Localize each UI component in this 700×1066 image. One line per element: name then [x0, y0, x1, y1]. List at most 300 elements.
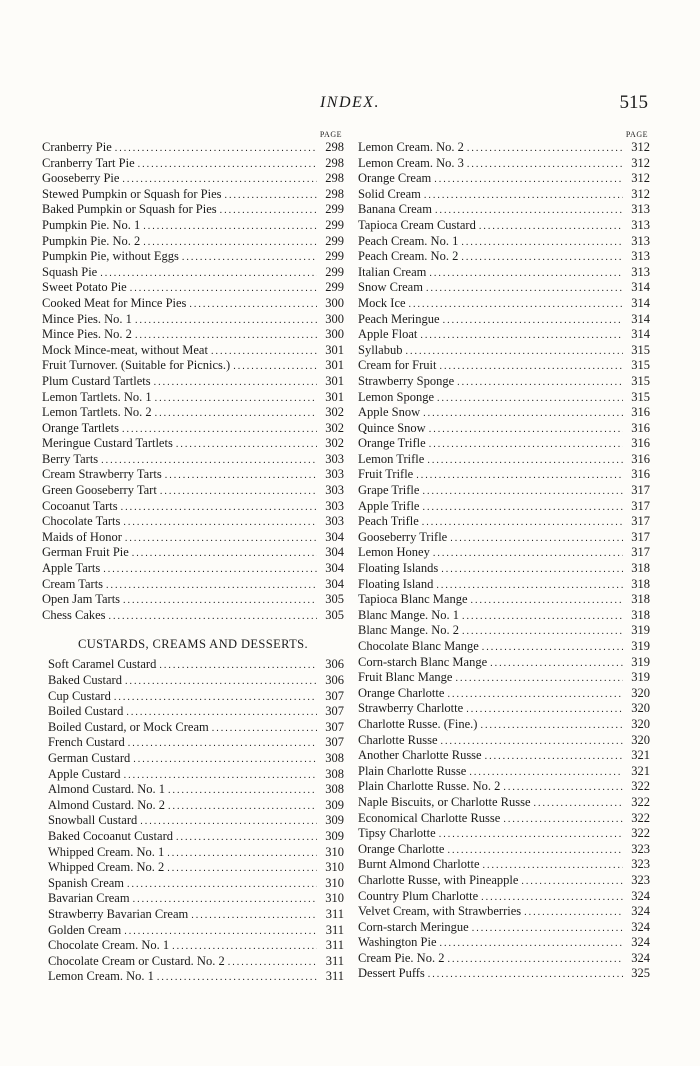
entry-title: Sweet Potato Pie	[42, 280, 127, 295]
section-heading: CUSTARDS, CREAMS AND DESSERTS.	[77, 637, 309, 652]
dot-leader	[125, 531, 317, 547]
entry-title: Apple Trifle	[358, 498, 420, 513]
entry-page: 324	[631, 919, 650, 934]
dot-leader	[140, 814, 317, 830]
dot-leader	[126, 705, 317, 721]
index-entry	[42, 657, 344, 673]
entry-page: 302	[325, 405, 344, 420]
index-entry	[42, 767, 344, 783]
index-entry	[358, 234, 650, 250]
dot-leader	[115, 141, 317, 157]
index-entry	[358, 889, 650, 905]
entry-page: 299	[325, 249, 344, 264]
dot-leader	[428, 967, 623, 983]
index-entry	[358, 358, 650, 374]
dot-leader	[121, 500, 317, 516]
index-entry	[358, 452, 650, 468]
index-entry	[42, 907, 344, 923]
dot-leader	[455, 671, 623, 687]
dot-leader	[462, 624, 623, 640]
dot-leader	[172, 939, 317, 955]
dot-leader	[426, 281, 623, 297]
entry-title: Grape Trifle	[358, 483, 420, 498]
dot-leader	[480, 718, 623, 734]
dot-leader	[167, 861, 317, 877]
entry-title: Blanc Mange. No. 1	[358, 607, 460, 622]
entry-page: 314	[631, 295, 650, 310]
entry-page: 320	[631, 716, 650, 731]
entry-title: Gooseberry Trifle	[358, 529, 448, 544]
entry-page: 314	[631, 311, 650, 326]
index-entry	[358, 218, 650, 234]
entry-title: German Custard	[48, 750, 131, 765]
dot-leader	[461, 235, 623, 251]
dot-leader	[424, 188, 623, 204]
index-entry	[358, 296, 650, 312]
entry-page: 320	[631, 685, 650, 700]
dot-leader	[439, 359, 623, 375]
entry-page: 308	[325, 750, 344, 765]
dot-leader	[429, 437, 623, 453]
dot-leader	[155, 406, 317, 422]
dot-leader	[124, 924, 317, 940]
dot-leader	[191, 908, 317, 924]
dot-leader	[461, 250, 623, 266]
index-entry	[42, 782, 344, 798]
entry-title: Snowball Custard	[48, 813, 138, 828]
entry-title: Lemon Cream. No. 3	[358, 155, 464, 170]
dot-leader	[485, 749, 623, 765]
index-entry	[42, 140, 344, 156]
entry-page: 311	[325, 906, 344, 921]
entry-page: 304	[325, 576, 344, 591]
dot-leader	[435, 203, 623, 219]
entry-page: 311	[325, 922, 344, 937]
dot-leader	[420, 328, 623, 344]
entry-page: 303	[325, 498, 344, 513]
dot-leader	[133, 892, 317, 908]
entry-title: Golden Cream	[48, 922, 122, 937]
dot-leader	[405, 344, 623, 360]
entry-title: Whipped Cream. No. 2	[48, 860, 165, 875]
entry-title: Orange Cream	[358, 171, 432, 186]
index-entry	[358, 842, 650, 858]
dot-leader	[490, 656, 623, 672]
entry-title: Strawberry Bavarian Cream	[48, 906, 189, 921]
entry-title: Baked Custard	[48, 673, 122, 687]
index-entry	[358, 280, 650, 296]
dot-leader	[467, 157, 623, 173]
entry-title: Green Gooseberry Tart	[42, 483, 157, 498]
entry-title: Orange Charlotte	[358, 841, 445, 856]
dot-leader	[154, 375, 317, 391]
entry-title: Plum Custard Tartlets	[42, 373, 151, 388]
dot-leader	[467, 141, 623, 157]
dot-leader	[479, 219, 623, 235]
dot-leader	[469, 765, 623, 781]
entry-title: Chess Cakes	[42, 607, 106, 622]
entry-page: 304	[325, 529, 344, 544]
dot-leader	[138, 157, 317, 173]
index-entry	[358, 514, 650, 530]
index-entry	[358, 374, 650, 390]
entry-page: 319	[631, 623, 650, 638]
entry-page: 304	[325, 561, 344, 576]
index-entry	[358, 561, 650, 577]
entry-page: 303	[325, 467, 344, 482]
entry-page: 321	[631, 763, 650, 778]
index-entry	[42, 187, 344, 203]
entry-page: 299	[325, 264, 344, 279]
dot-leader	[211, 344, 317, 360]
entry-page: 301	[325, 358, 344, 373]
entry-title: Chocolate Cream. No. 1	[48, 938, 170, 953]
dot-leader	[481, 890, 623, 906]
dot-leader	[165, 468, 317, 484]
entry-page: 303	[325, 483, 344, 498]
entry-page: 315	[631, 342, 650, 357]
index-entry	[358, 577, 650, 593]
entry-page: 302	[325, 436, 344, 451]
entry-title: Another Charlotte Russe	[358, 748, 482, 763]
index-entry	[42, 938, 344, 954]
entry-title: Tapioca Cream Custard	[358, 217, 476, 232]
entry-page: 308	[325, 766, 344, 781]
index-entry	[358, 140, 650, 156]
dot-leader	[457, 375, 623, 391]
index-entry	[42, 467, 344, 483]
entry-title: Apple Snow	[358, 405, 421, 420]
entry-page: 318	[631, 592, 650, 607]
entry-title: Floating Island	[358, 576, 434, 591]
dot-leader	[441, 734, 623, 750]
entry-title: Cream Strawberry Tarts	[42, 467, 162, 482]
entry-title: Cream Tarts	[42, 576, 104, 591]
dot-leader	[447, 952, 623, 968]
running-header-title: INDEX.	[319, 94, 381, 111]
entry-page: 302	[325, 420, 344, 435]
entry-title: Mock Ice	[358, 295, 406, 310]
entry-page: 305	[325, 592, 344, 607]
entry-page: 307	[325, 719, 344, 734]
dot-leader	[143, 219, 317, 235]
entry-page: 313	[631, 264, 650, 279]
index-entry	[358, 920, 650, 936]
index-entry	[358, 904, 650, 920]
dot-leader	[422, 500, 623, 516]
entry-page: 299	[325, 280, 344, 295]
index-entry	[358, 935, 650, 951]
index-entry	[42, 202, 344, 218]
entry-page: 310	[325, 844, 344, 859]
entry-page: 307	[325, 704, 344, 719]
entry-title: Meringue Custard Tartlets	[42, 436, 173, 451]
entry-page: 317	[631, 545, 650, 560]
dot-leader	[447, 687, 623, 703]
index-entry	[358, 701, 650, 717]
entry-page: 312	[631, 186, 650, 201]
dot-leader	[450, 531, 623, 547]
entry-page: 299	[325, 233, 344, 248]
entry-page: 320	[631, 701, 650, 716]
index-entry	[358, 499, 650, 515]
index-entry	[358, 686, 650, 702]
dot-leader	[212, 721, 317, 737]
entry-page: 324	[631, 904, 650, 919]
index-entry	[358, 764, 650, 780]
index-entry	[42, 327, 344, 343]
entry-page: 313	[631, 217, 650, 232]
entry-title: Lemon Trifle	[358, 451, 425, 466]
entry-title: Lemon Tartlets. No. 2	[42, 405, 152, 420]
entry-page: 309	[325, 828, 344, 843]
entry-page: 318	[631, 561, 650, 576]
dot-leader	[433, 546, 623, 562]
dot-leader	[106, 578, 317, 594]
entry-page: 320	[631, 732, 650, 747]
dot-leader	[233, 359, 317, 375]
dot-leader	[429, 266, 623, 282]
entry-title: Apple Tarts	[42, 561, 101, 576]
entry-title: Pumpkin Pie. No. 1	[42, 217, 141, 232]
index-entry	[358, 966, 650, 982]
entry-title: Economical Charlotte Russe	[358, 810, 501, 825]
index-entry	[358, 483, 650, 499]
index-entry	[42, 171, 344, 187]
dot-leader	[176, 437, 317, 453]
entry-page: 300	[325, 295, 344, 310]
entry-page: 309	[325, 797, 344, 812]
entry-title: Plain Charlotte Russe	[358, 763, 467, 778]
index-entry	[358, 670, 650, 686]
index-entry	[42, 514, 344, 530]
dot-leader	[483, 858, 623, 874]
entry-page: 298	[325, 155, 344, 170]
entry-title: Orange Tartlets	[42, 420, 119, 435]
dot-leader	[135, 328, 317, 344]
dot-leader	[466, 702, 623, 718]
entry-title: Corn-starch Meringue	[358, 919, 469, 934]
index-entry	[42, 954, 344, 970]
index-entry	[42, 343, 344, 359]
entry-title: Cream Pie. No. 2	[358, 950, 445, 965]
dot-leader	[132, 546, 317, 562]
entry-title: Whipped Cream. No. 1	[48, 844, 165, 859]
dot-leader	[114, 690, 317, 706]
index-entry	[42, 561, 344, 577]
dot-leader	[436, 578, 623, 594]
entry-page: 301	[325, 342, 344, 357]
dot-leader	[471, 593, 624, 609]
dot-leader	[534, 796, 623, 812]
index-entry	[42, 280, 344, 296]
dot-leader	[441, 562, 623, 578]
index-entry	[358, 405, 650, 421]
dot-leader	[101, 453, 317, 469]
entry-title: Apple Custard	[48, 766, 121, 781]
dot-leader	[409, 297, 623, 313]
entry-page: 315	[631, 389, 650, 404]
entry-title: Tapioca Blanc Mange	[358, 592, 468, 607]
entry-page: 301	[325, 373, 344, 388]
index-entry	[358, 655, 650, 671]
entry-title: Fruit Blanc Mange	[358, 670, 453, 685]
index-entry	[358, 795, 650, 811]
entry-title: Mince Pies. No. 2	[42, 327, 132, 342]
entry-page: 322	[631, 794, 650, 809]
entry-page: 312	[631, 155, 650, 170]
index-entry	[42, 891, 344, 907]
entry-title: Fruit Trifle	[358, 467, 414, 482]
entry-page: 312	[631, 140, 650, 154]
dot-leader	[447, 843, 623, 859]
entry-page: 299	[325, 217, 344, 232]
index-entry	[42, 545, 344, 561]
dot-leader	[176, 830, 317, 846]
entry-page: 298	[325, 140, 344, 154]
index-entry	[358, 811, 650, 827]
index-entry	[42, 312, 344, 328]
dot-leader	[482, 640, 623, 656]
index-entry	[358, 265, 650, 281]
index-entry	[358, 249, 650, 265]
dot-leader	[439, 827, 623, 843]
dot-leader	[130, 281, 317, 297]
entry-page: 310	[325, 875, 344, 890]
entry-page: 317	[631, 529, 650, 544]
entry-page: 315	[631, 358, 650, 373]
index-entry	[42, 608, 344, 624]
entry-page: 307	[325, 735, 344, 750]
dot-leader	[103, 562, 317, 578]
index-entry	[42, 845, 344, 861]
entry-page: 314	[631, 327, 650, 342]
index-entry	[42, 673, 344, 689]
index-entry	[358, 187, 650, 203]
index-entry	[42, 296, 344, 312]
dot-leader	[503, 812, 623, 828]
index-entry-list	[358, 140, 650, 982]
index-entry	[42, 218, 344, 234]
index-entry	[42, 689, 344, 705]
index-entry	[358, 467, 650, 483]
index-entry	[42, 720, 344, 736]
entry-title: Bavarian Cream	[48, 891, 130, 906]
index-entry	[358, 873, 650, 889]
entry-title: Charlotte Russe. (Fine.)	[358, 716, 478, 731]
dot-leader	[422, 484, 623, 500]
entry-page: 324	[631, 950, 650, 965]
entry-title: Baked Pumpkin or Squash for Pies	[42, 202, 217, 217]
entry-page: 319	[631, 670, 650, 685]
entry-page: 316	[631, 451, 650, 466]
entry-title: Open Jam Tarts	[42, 592, 121, 607]
entry-title: Cranberry Pie	[42, 140, 112, 154]
index-entry	[358, 857, 650, 873]
entry-page: 310	[325, 891, 344, 906]
entry-page: 317	[631, 498, 650, 513]
index-entry	[42, 405, 344, 421]
index-entry	[42, 923, 344, 939]
index-entry	[42, 265, 344, 281]
entry-title: Squash Pie	[42, 264, 98, 279]
entry-title: Italian Cream	[358, 264, 427, 279]
index-entry	[358, 436, 650, 452]
entry-page: 321	[631, 748, 650, 763]
dot-leader	[434, 172, 623, 188]
entry-page: 324	[631, 935, 650, 950]
dot-leader	[124, 768, 317, 784]
index-entry	[42, 390, 344, 406]
index-entry	[42, 358, 344, 374]
page-number: 515	[619, 92, 648, 113]
entry-title: Washington Pie	[358, 935, 437, 950]
dot-leader	[109, 609, 317, 625]
entry-page: 310	[325, 860, 344, 875]
dot-leader	[168, 783, 317, 799]
index-entry	[358, 327, 650, 343]
entry-page: 319	[631, 654, 650, 669]
entry-title: Chocolate Blanc Mange	[358, 639, 479, 653]
page-column-label: PAGE	[319, 130, 342, 139]
index-entry	[358, 592, 650, 608]
index-entry	[42, 374, 344, 390]
entry-page: 309	[325, 813, 344, 828]
dot-leader	[462, 609, 623, 625]
entry-title: Peach Trifle	[358, 514, 419, 529]
dot-leader	[168, 799, 317, 815]
entry-title: Lemon Sponge	[358, 389, 435, 404]
entry-title: Maids of Honor	[42, 529, 122, 544]
dot-leader	[122, 422, 317, 438]
dot-leader	[220, 203, 317, 219]
entry-page: 317	[631, 514, 650, 529]
entry-title: Boiled Custard	[48, 704, 124, 719]
entry-page: 314	[631, 280, 650, 295]
entry-title: Mince Pies. No. 1	[42, 311, 132, 326]
entry-page: 308	[325, 782, 344, 797]
entry-title: Cocoanut Tarts	[42, 498, 118, 513]
dot-leader	[228, 955, 317, 971]
entry-page: 306	[325, 673, 344, 687]
entry-title: Fruit Turnover. (Suitable for Picnics.)	[42, 358, 231, 373]
entry-title: Pumpkin Pie, without Eggs	[42, 249, 179, 264]
entry-title: Mock Mince-meat, without Meat	[42, 342, 208, 357]
index-entry	[42, 704, 344, 720]
index-entry	[358, 951, 650, 967]
entry-page: 323	[631, 872, 650, 887]
entry-page: 317	[631, 483, 650, 498]
entry-page: 318	[631, 607, 650, 622]
dot-leader	[128, 736, 317, 752]
entry-page: 311	[325, 969, 344, 984]
index-entry	[42, 499, 344, 515]
index-entry	[42, 421, 344, 437]
index-entry	[42, 876, 344, 892]
index-entry	[358, 530, 650, 546]
entry-title: Peach Cream. No. 2	[358, 249, 459, 264]
entry-title: Cooked Meat for Mince Pies	[42, 295, 187, 310]
entry-title: Lemon Tartlets. No. 1	[42, 389, 152, 404]
entry-page: 324	[631, 888, 650, 903]
dot-leader	[135, 313, 317, 329]
entry-title: Peach Meringue	[358, 311, 440, 326]
entry-title: Peach Cream. No. 1	[358, 233, 459, 248]
entry-title: Floating Islands	[358, 561, 439, 576]
entry-title: Chocolate Cream or Custard. No. 2	[48, 953, 225, 968]
index-entry	[42, 577, 344, 593]
entry-title: Corn-starch Blanc Mange	[358, 654, 488, 669]
